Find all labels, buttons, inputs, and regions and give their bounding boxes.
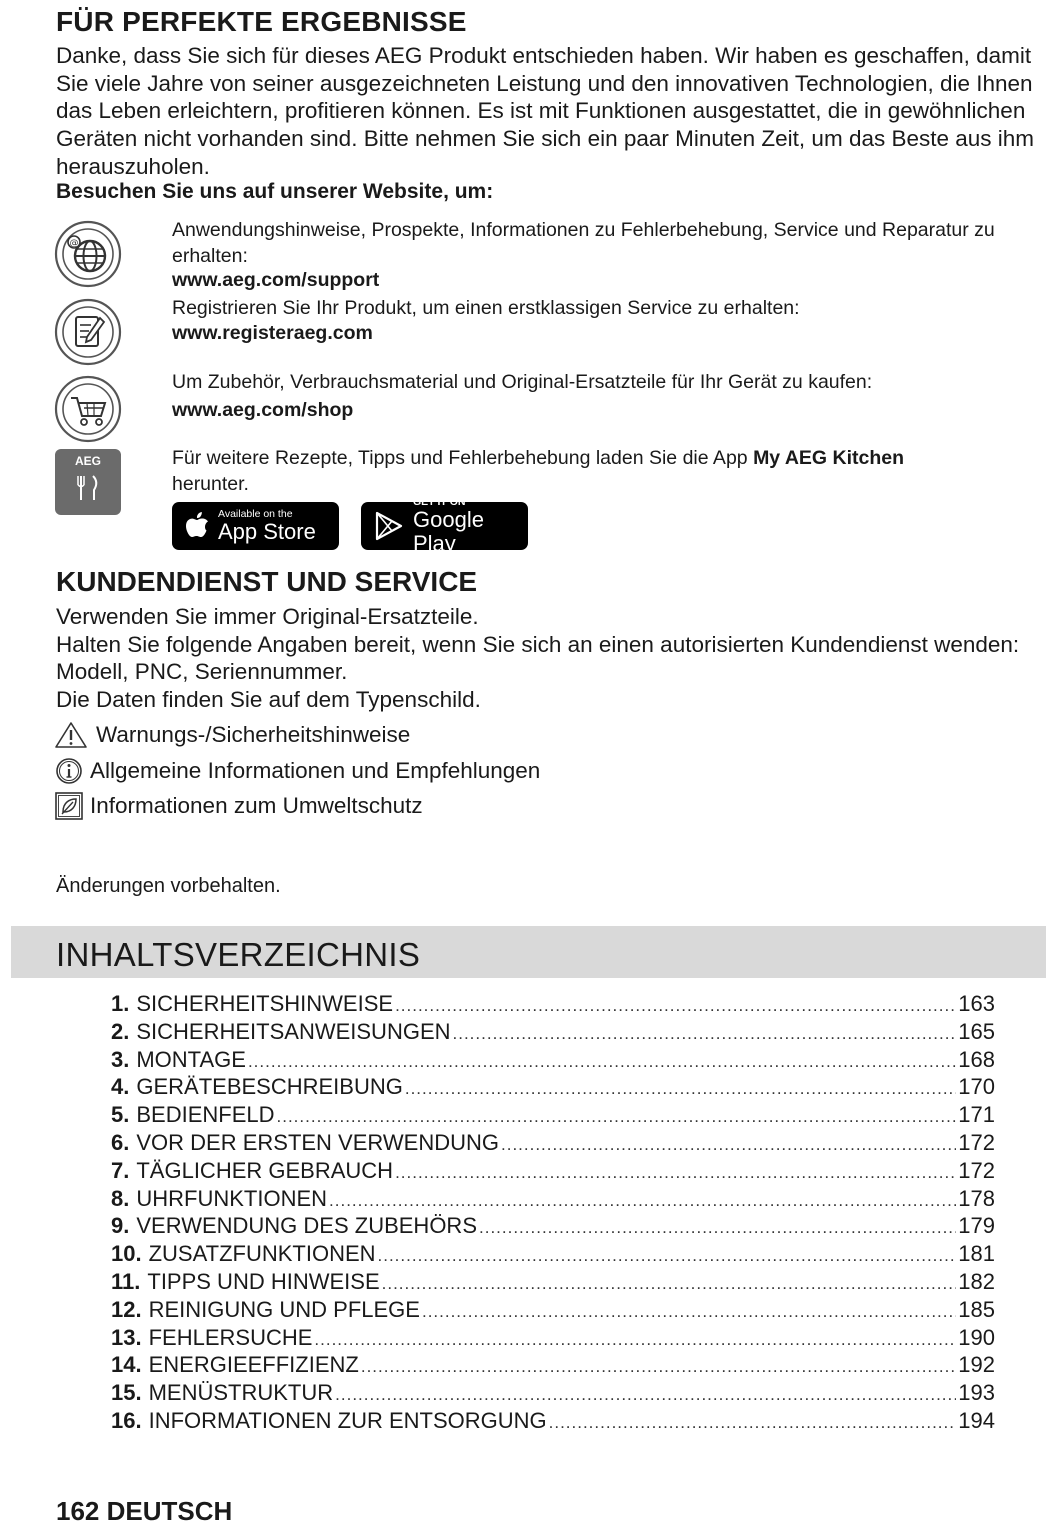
app-store-big-text: App Store bbox=[218, 518, 316, 544]
changes-note: Änderungen vorbehalten. bbox=[56, 875, 281, 897]
visit-label: Besuchen Sie uns auf unserer Website, um: bbox=[56, 180, 494, 203]
page-language: DEUTSCH bbox=[106, 1496, 233, 1526]
toc-item[interactable]: 7. TÄGLICHER GEBRAUCH ..... 172 bbox=[111, 1158, 995, 1186]
toc-item[interactable]: 4. GERÄTEBESCHREIBUNG ..... 170 bbox=[111, 1074, 995, 1102]
toc-item[interactable]: 14. ENERGIEEFFIZIENZ ..... 192 bbox=[111, 1352, 995, 1380]
legend-environment bbox=[54, 791, 423, 821]
toc-title: INHALTSVERZEICHNIS bbox=[56, 936, 421, 973]
toc-item[interactable]: 12. REINIGUNG UND PFLEGE ..... 185 bbox=[111, 1297, 995, 1325]
legend-warning bbox=[54, 720, 410, 750]
toc-item[interactable]: 2. SICHERHEITSANWEISUNGEN ..... 165 bbox=[111, 1019, 995, 1047]
apple-icon bbox=[184, 511, 210, 541]
shopping-cart-icon bbox=[54, 375, 122, 443]
page-number: 162 bbox=[56, 1496, 100, 1526]
support-url-link[interactable]: www.aeg.com/support bbox=[172, 269, 380, 291]
service-line: Verwenden Sie immer Original-Ersatzteile. bbox=[56, 604, 479, 629]
register-url-link[interactable]: www.registeraeg.com bbox=[172, 322, 373, 344]
aeg-app-icon-label: AEG bbox=[74, 454, 102, 468]
toc-item[interactable]: 1. SICHERHEITSHINWEISE ..... 163 bbox=[111, 991, 995, 1019]
toc-item[interactable]: 9. VERWENDUNG DES ZUBEHÖRS ..... 179 bbox=[111, 1213, 995, 1241]
toc-item[interactable]: 8. UHRFUNKTIONEN ..... 178 bbox=[111, 1186, 995, 1214]
legend-environment-label: Informationen zum Umweltschutz bbox=[90, 793, 423, 818]
toc-item[interactable]: 10. ZUSATZFUNKTIONEN ..... 181 bbox=[111, 1241, 995, 1269]
google-play-small-text: GET IT ON bbox=[413, 495, 466, 508]
toc-item[interactable]: 11. TIPPS UND HINWEISE ..... 182 bbox=[111, 1269, 995, 1297]
google-play-big-text: Google Play bbox=[413, 506, 484, 556]
support-link-text: Anwendungshinweise, Prospekte, Informationen zu Fehlerbehebung, Service und Reparatur zu erhalten: bbox=[172, 219, 995, 267]
toc-item[interactable]: 5. BEDIENFELD ..... 171 bbox=[111, 1102, 995, 1130]
shop-url-link[interactable]: www.aeg.com/shop bbox=[172, 399, 354, 421]
service-line: Die Daten finden Sie auf dem Typenschild. bbox=[56, 687, 481, 713]
register-document-icon bbox=[54, 298, 122, 366]
toc-item[interactable]: 15. MENÜSTRUKTUR ..... 193 bbox=[111, 1380, 995, 1408]
register-link-text: Registrieren Sie Ihr Produkt, um einen erstklassigen Service zu erhalten: bbox=[172, 297, 800, 319]
google-play-button[interactable] bbox=[361, 495, 528, 556]
app-name: My AEG Kitchen bbox=[753, 447, 905, 469]
service-line: Halten Sie folgende Angaben bereit, wenn Sie sich an einen autorisierten Kundendienst wenden: Modell, PNC, Seriennummer. bbox=[56, 631, 1020, 685]
toc-item[interactable]: 16. INFORMATIONEN ZUR ENTSORGUNG ..... 194 bbox=[111, 1408, 995, 1436]
page-footer bbox=[56, 1496, 232, 1527]
app-store-button[interactable] bbox=[172, 502, 339, 550]
toc-item[interactable]: 3. MONTAGE ..... 168 bbox=[111, 1047, 995, 1075]
shop-link-text: Um Zubehör, Verbrauchsmaterial und Original-Ersatzteile für Ihr Gerät zu kaufen: bbox=[172, 371, 873, 393]
app-store-small-text: Available on the bbox=[218, 507, 293, 520]
toc-item[interactable]: 6. VOR DER ERSTEN VERWENDUNG ..... 172 bbox=[111, 1130, 995, 1158]
info-icon bbox=[54, 757, 84, 785]
legend-info bbox=[54, 756, 540, 786]
toc-item[interactable]: 13. FEHLERSUCHE ..... 190 bbox=[111, 1325, 995, 1353]
service-paragraph bbox=[56, 603, 1041, 714]
toc-list bbox=[111, 991, 995, 1436]
section-heading-service: KUNDENDIENST UND SERVICE bbox=[56, 566, 478, 597]
section-heading-results: FÜR PERFEKTE ERGEBNISSE bbox=[56, 6, 467, 37]
google-play-icon bbox=[375, 511, 403, 541]
warning-icon bbox=[54, 721, 88, 749]
legend-warning-label: Warnungs-/Sicherheitshinweise bbox=[96, 722, 411, 747]
aeg-app-icon bbox=[54, 448, 122, 516]
svg-text:@: @ bbox=[69, 238, 79, 249]
app-promo-text: Für weitere Rezepte, Tipps und Fehlerbehebung laden Sie die App My AEG Kitchen herunter. bbox=[172, 447, 905, 495]
environment-leaf-icon bbox=[54, 792, 84, 820]
legend-info-label: Allgemeine Informationen und Empfehlungen bbox=[90, 758, 541, 783]
intro-paragraph: Danke, dass Sie sich für dieses AEG Produkt entschieden haben. Wir haben es geschaffen, damit Sie viele Jahre von seiner ausgezeichneten Leistung und den innovativen Technologien, die Ihnen das Leben erleichtern, profitieren können. Es ist mit Funktionen ausgestattet, die in gewöhnlichen Geräten nicht vorhanden sind. Bitte nehmen Sie sich ein paar Minuten Zeit, um das Beste aus ihm herauszuholen. bbox=[56, 43, 1035, 179]
globe-icon bbox=[54, 220, 122, 288]
